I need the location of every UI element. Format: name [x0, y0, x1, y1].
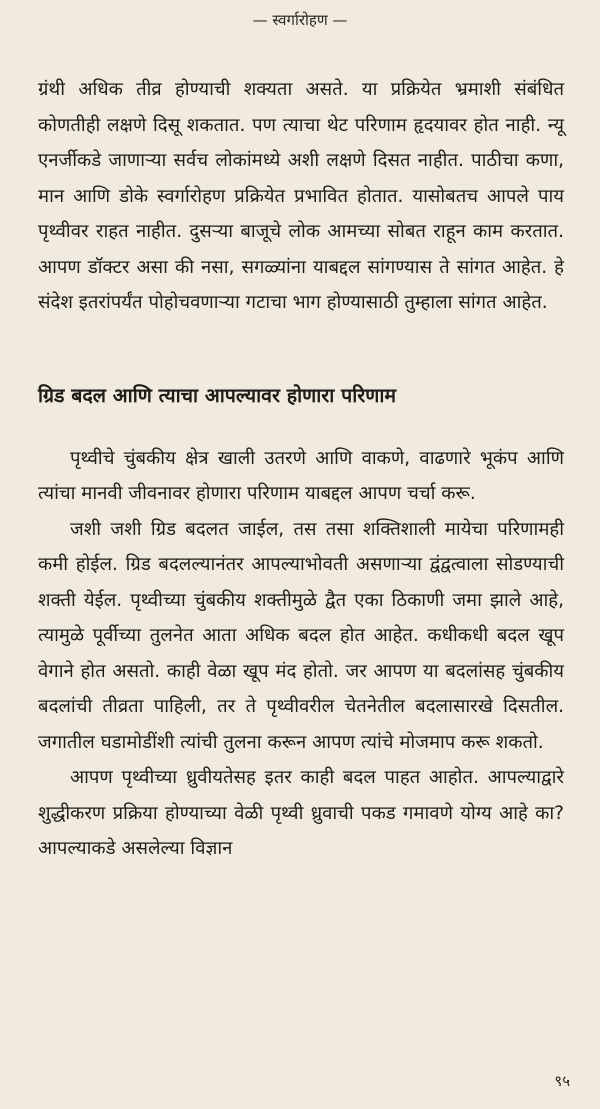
section-heading: ग्रिड बदल आणि त्याचा आपल्यावर होणारा परिणाम [38, 383, 397, 407]
paragraph-polarity: आपण पृथ्वीच्या ध्रुवीयतेसह इतर काही बदल पाहत आहोत. आपल्याद्वारे शुद्धीकरण प्रक्रिया होण्याच्या वेळी पृथ्वी ध्रुवाची पकड गमावणे योग्य आहे का? आपल्याकडे असलेल्या विज्ञान [38, 767, 564, 859]
page-body [38, 72, 564, 867]
paragraph-intro: पृथ्वीचे चुंबकीय क्षेत्र खाली उतरणे आणि वाकणे, वाढणारे भूकंप आणि त्यांचा मानवी जीवनावर होणारा परिणाम याबद्दल आपण चर्चा करू. [38, 447, 564, 504]
paragraph-continued: ग्रंथी अधिक तीव्र होण्याची शक्यता असते. या प्रक्रियेत भ्रमाशी संबंधित कोणतीही लक्षणे दिसू शकतात. पण त्याचा थेट परिणाम हृदयावर होत नाही. न्यू एनर्जीकडे जाणाऱ्या सर्वच लोकांमध्ये अशी लक्षणे दिसत नाहीत. पाठीचा कणा, मान आणि डोके स्वर्गारोहण प्रक्रियेत प्रभावित होतात. यासोबतच आपले पाय पृथ्वीवर राहत नाहीत. दुसऱ्या बाजूचे लोक आमच्या सोबत राहून काम करतात. आपण डॉक्टर असा की नसा, सगळ्यांना याबद्दल सांगण्यास ते सांगत आहेत. हे संदेश इतरांपर्यंत पोहोचवणाऱ्या गटाचा भाग होण्यासाठी तुम्हाला सांगत आहेत. [38, 79, 564, 313]
page-number: ९५ [554, 1072, 570, 1090]
running-header: — स्वर्गारोहण — [252, 11, 348, 29]
paragraph-grid-change: जशी जशी ग्रिड बदलत जाईल, तस तसा शक्तिशाली मायेचा परिणामही कमी होईल. ग्रिड बदलल्यानंतर आपल्याभोवती असणाऱ्या द्वंद्वत्वाला सोडण्याची शक्ती येईल. पृथ्वीच्या चुंबकीय शक्तीमुळे द्वैत एका ठिकाणी जमा झाले आहे, त्यामुळे पूर्वीच्या तुलनेत आता अधिक बदल होत आहेत. कधीकधी बदल खूप वेगाने होत असतो. काही वेळा खूप मंद होतो. जर आपण या बदलांसह चुंबकीय बदलांची तीव्रता पाहिली, तर ते पृथ्वीवरील चेतनेतील बदलासारखे दिसतील. जगातील घडामोडींशी त्यांची तुलना करून आपण त्यांचे मोजमाप करू शकतो. [38, 518, 564, 753]
